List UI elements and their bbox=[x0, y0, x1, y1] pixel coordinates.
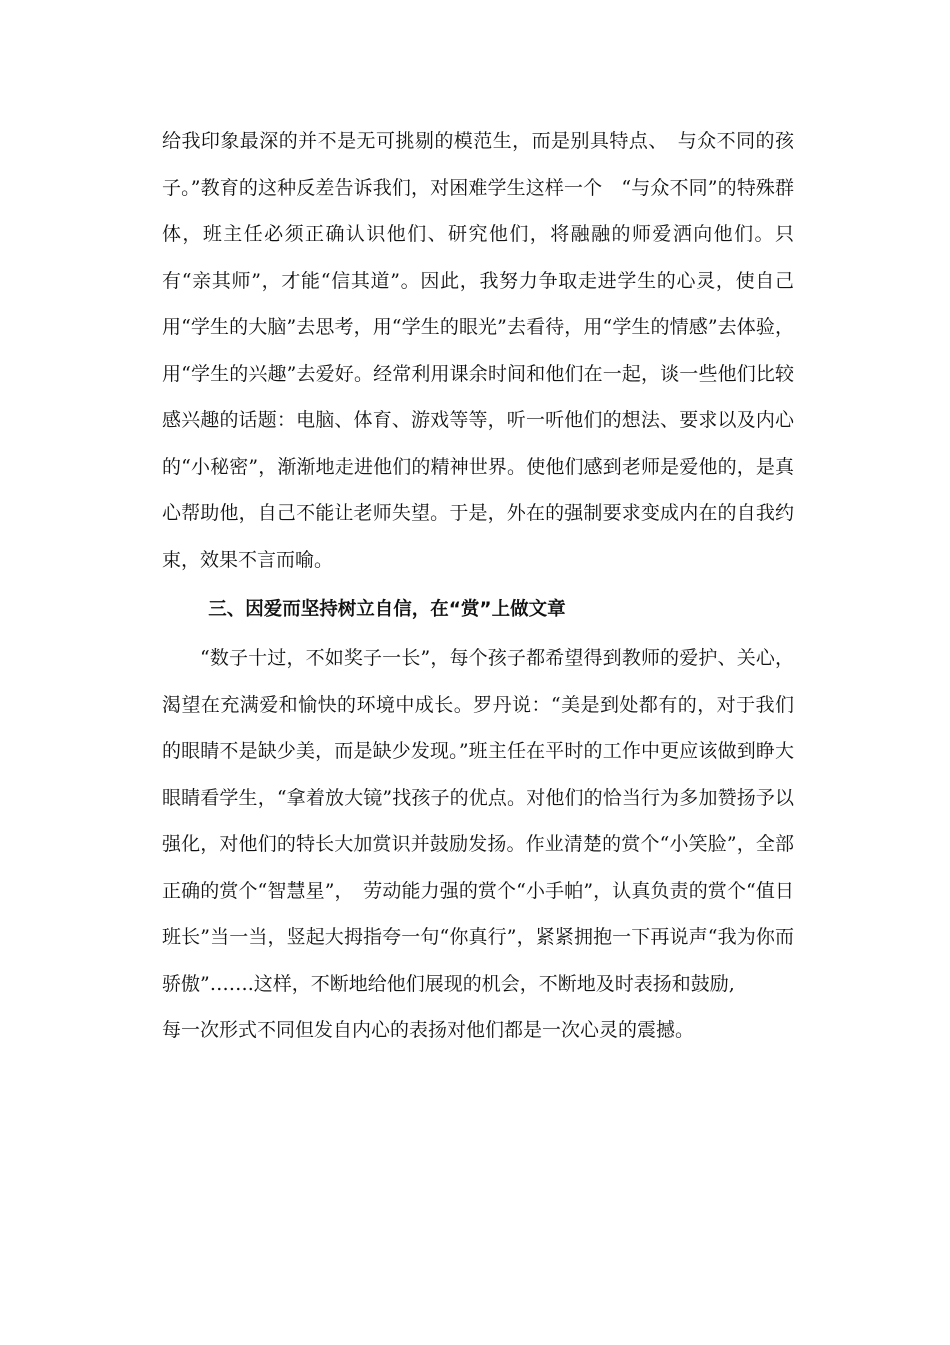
section-heading-3: 三、因爱而坚持树立自信，在“赏”上做文章 bbox=[208, 599, 566, 620]
body-paragraph-3: 每一次形式不同但发自内心的表扬对他们都是一次心灵的震撼。 bbox=[162, 1019, 695, 1041]
body-paragraph-1: 给我印象最深的并不是无可挑剔的模范生，而是别具特点、 与众不同的孩子。”教育的这种反差告诉我们，对困难学生这样一个 “与众不同”的特殊群体，班主任必须正确认识他们、研究他们，将融融的师爱洒向他们。只有“亲其师”，才能“信其道”。因此，我努力争取走进学生的心灵，使自己用“学生的大脑”去思考，用“学生的眼光”去看待，用“学生的情感”去体验，用“学生的兴趣”去爱好。经常利用课余时间和他们在一起，谈一些他们比较感兴趣的话题：电脑、体育、游戏等等，听一听他们的想法、要求以及内心的“小秘密”，渐渐地走进他们的精神世界。使他们感到老师是爱他的，是真心帮助他，自己不能让老师失望。于是，外在的强制要求变成内在的自我约束，效果不言而喻。 bbox=[162, 130, 794, 571]
body-paragraph-2: “数子十过，不如奖子一长”，每个孩子都希望得到教师的爱护、关心，渴望在充满爱和愉快的环境中成长。罗丹说：“美是到处都有的，对于我们的眼睛不是缺少美，而是缺少发现。”班主任在平时的工作中更应该做到睁大眼睛看学生，“拿着放大镜”找孩子的优点。对他们的恰当行为多加赞扬予以强化，对他们的特长大加赏识并鼓励发扬。作业清楚的赏个“小笑脸”，全部正确的赏个“智慧星”， 劳动能力强的赏个“小手帕”，认真负责的赏个“值日班长”当一当，竖起大拇指夸一句“你真行”，紧紧拥抱一下再说声“我为你而骄傲”…….这样，不断地给他们展现的机会，不断地及时表扬和鼓励, bbox=[162, 647, 794, 995]
document-page bbox=[162, 118, 794, 1054]
